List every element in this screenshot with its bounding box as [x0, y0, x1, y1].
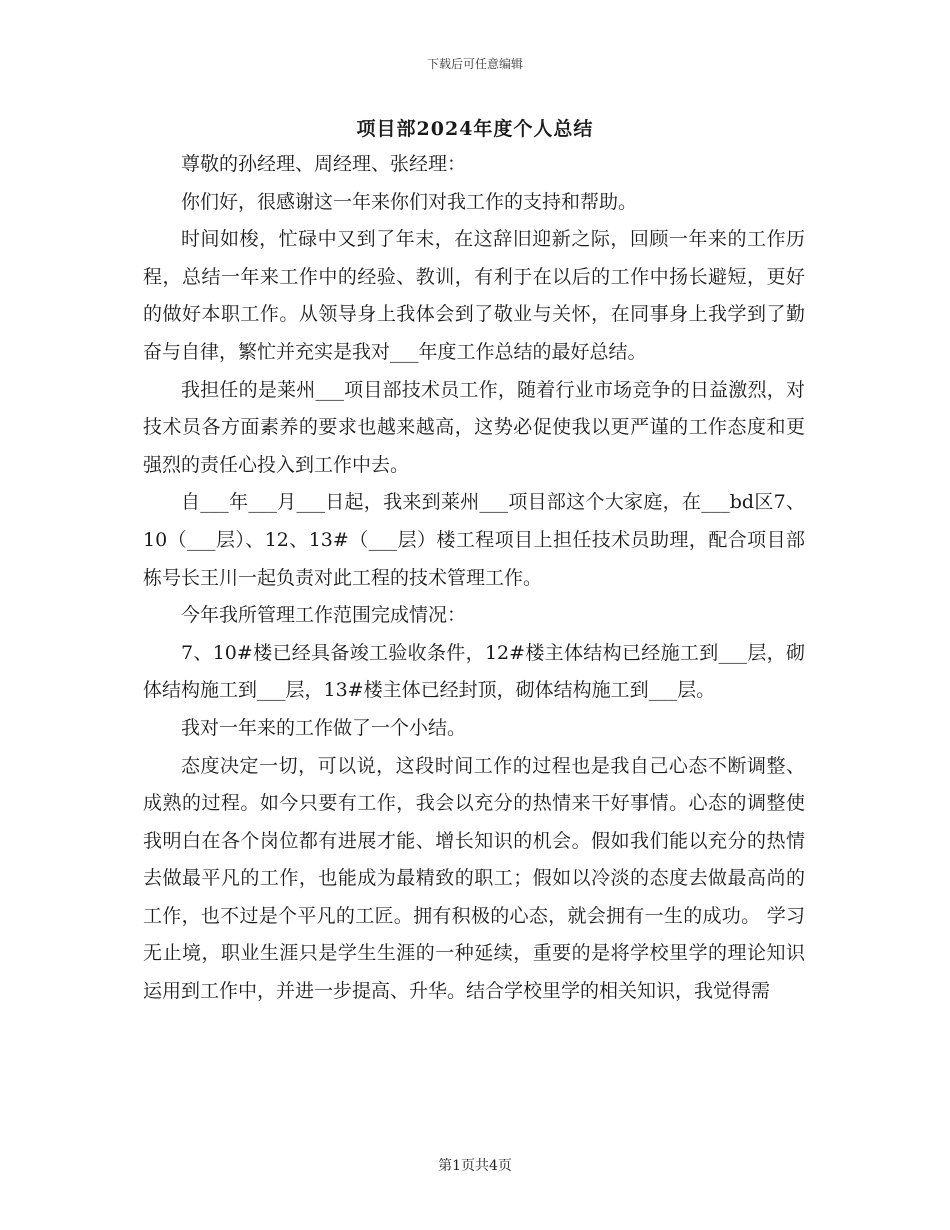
greeting-paragraph: 你们好，很感谢这一年来你们对我工作的支持和帮助。 [181, 190, 638, 213]
page-footer: 第1页共4页 [438, 1158, 512, 1174]
header-note: 下载后可任意编辑 [426, 57, 523, 71]
salutation: 尊敬的孙经理、周经理、张经理： [181, 153, 467, 175]
document-body [143, 146, 805, 1011]
paragraph-progress: 7、10#楼已经具备竣工验收条件，12#楼主体结构已经施工到___层，砌体结构施工到___层，13#楼主体已经封顶，砌体结构施工到___层。 [143, 641, 805, 702]
paragraph-role: 我担任的是莱州___项目部技术员工作，随着行业市场竞争的日益激烈，对技术员各方面素养的要求也越来越高，这势必促使我以更严谨的工作态度和更强烈的责任心投入到工作中去。 [143, 378, 805, 476]
paragraph-summary-intro: 我对一年来的工作做了一个小结。 [181, 716, 467, 739]
paragraph-assignment: 自___年___月___日起，我来到莱州___项目部这个大家庭，在___bd区7、10（___层）、12、13#（___层）楼工程项目上担任技术员助理，配合项目部栋号长王川一起负责对此工程的技术管理工作。 [143, 491, 805, 589]
paragraph-attitude: 态度决定一切，可以说，这段时间工作的过程也是我自己心态不断调整、成熟的过程。如今只要有工作，我会以充分的热情来干好事情。心态的调整使我明白在各个岗位都有进展才能、增长知识的机会。假如我们能以充分的热情去做最平凡的工作，也能成为最精致的职工；假如以冷淡的态度去做最高尚的工作，也不过是个平凡的工匠。拥有积极的心态，就会拥有一生的成功。 学习无止境，职业生涯只是学生生涯的一种延续，重要的是将学校里学的理论知识运用到工作中，并进一步提高、升华。结合学校里学的相关知识，我觉得需 [143, 754, 805, 1003]
paragraph-scope-heading: 今年我所管理工作范围完成情况： [181, 604, 467, 627]
document-title: 项目部2024年度个人总结 [356, 118, 594, 140]
paragraph-review: 时间如梭，忙碌中又到了年末，在这辞旧迎新之际，回顾一年来的工作历程，总结一年来工作中的经验、教训，有利于在以后的工作中扬长避短，更好的做好本职工作。从领导身上我体会到了敬业与关怀，在同事身上我学到了勤奋与自律，繁忙并充实是我对___年度工作总结的最好总结。 [143, 228, 805, 363]
